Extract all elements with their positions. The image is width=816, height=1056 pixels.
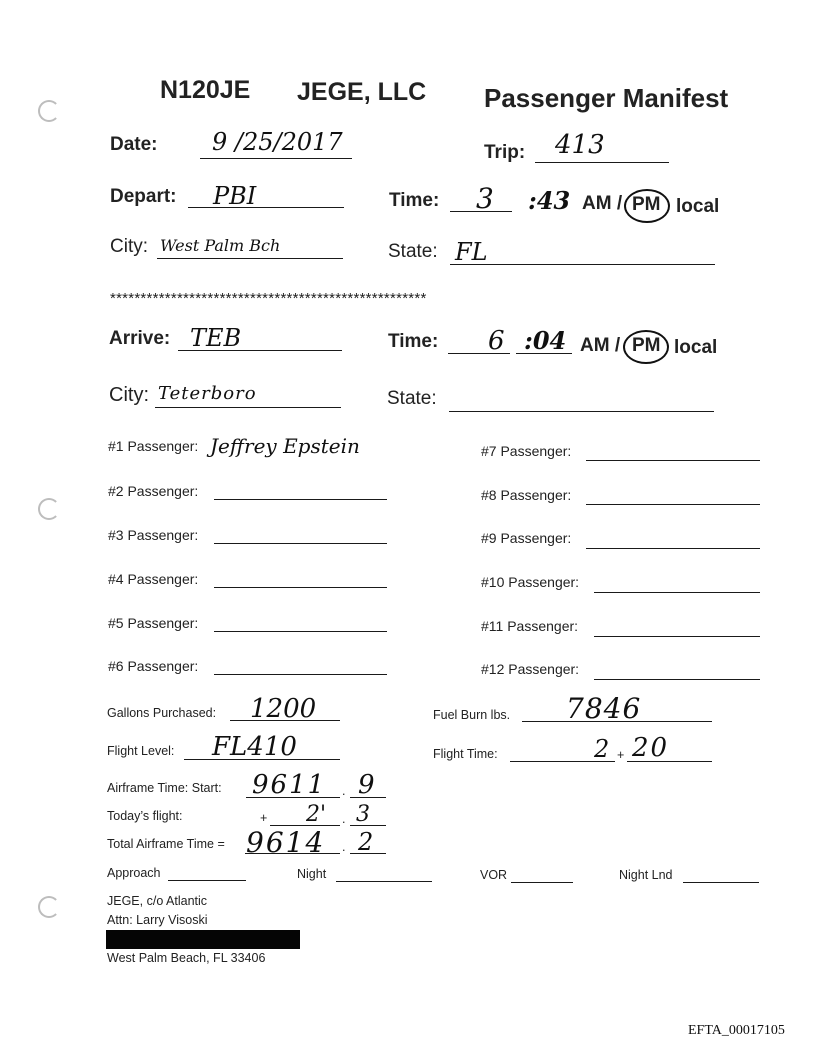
passenger-6-label: #6 Passenger: [108, 658, 199, 674]
arrive-city-label: City: [109, 384, 149, 406]
passenger-7-label: #7 Passenger: [481, 443, 572, 459]
flight-level-label: Flight Level: [107, 744, 175, 758]
airframe-start-label: Airframe Time: Start: [107, 781, 222, 795]
arrive-state-label: State: [387, 388, 437, 409]
depart-time-minutes[interactable]: :43 [528, 186, 571, 215]
address-line-1: JEGE, c/o Atlantic [107, 894, 208, 908]
passenger-1-value[interactable]: Jeffrey Epstein [210, 434, 360, 458]
night-landing-line [683, 882, 759, 883]
depart-local-label: local [676, 196, 720, 217]
flight-time-minutes[interactable]: 20 [632, 733, 670, 763]
redaction-bar [106, 930, 300, 949]
passenger-5-label: #5 Passenger: [108, 615, 199, 631]
flight-time-separator: + [617, 748, 625, 762]
address-line-2: Attn: Larry Visoski [107, 913, 208, 927]
flight-level-value[interactable]: FL410 [212, 732, 297, 762]
depart-pm-label: PM [632, 194, 661, 215]
night-landing-label: Night Lnd [619, 868, 673, 882]
night-line [336, 881, 432, 882]
passenger-8-line [586, 504, 760, 505]
passenger-12-label: #12 Passenger: [481, 661, 580, 677]
airframe-start-whole[interactable]: 9611 [252, 770, 327, 800]
binder-hole-middle [38, 498, 60, 520]
todays-flight-plus: + [260, 811, 268, 825]
total-airframe-dot: . [342, 840, 346, 854]
passenger-7-line [586, 460, 760, 461]
approach-label: Approach [107, 866, 161, 880]
passenger-3-line [214, 543, 387, 544]
total-airframe-decimal[interactable]: 2 [358, 828, 374, 856]
fuel-burn-value[interactable]: 7846 [566, 692, 642, 725]
depart-time-label: Time: [389, 190, 440, 211]
document-id: EFTA_00017105 [688, 1023, 785, 1038]
passenger-10-line [594, 592, 760, 593]
passenger-11-line [594, 636, 760, 637]
depart-city-value[interactable]: West Palm Bch [160, 236, 281, 255]
night-label: Night [297, 867, 327, 881]
address-line-4: West Palm Beach, FL 33406 [107, 951, 266, 965]
depart-state-label: State: [388, 241, 438, 262]
date-line [200, 158, 352, 159]
arrive-city-line [155, 407, 341, 408]
passenger-2-line [214, 499, 387, 500]
passenger-3-label: #3 Passenger: [108, 527, 199, 543]
separator-stars: **************************************************** [110, 290, 427, 307]
depart-state-line [450, 264, 715, 265]
depart-time-hour[interactable]: 3 [476, 182, 494, 215]
depart-am-label: AM / [582, 193, 623, 214]
passenger-11-label: #11 Passenger: [481, 618, 579, 634]
depart-label: Depart: [110, 186, 177, 207]
passenger-5-line [214, 631, 387, 632]
arrive-time-hour[interactable]: 6 [488, 326, 505, 356]
todays-flight-label: Today’s flight: [107, 809, 183, 823]
arrive-label: Arrive: [109, 328, 171, 349]
arrive-state-line [449, 411, 714, 412]
depart-value[interactable]: PBI [213, 182, 257, 210]
todays-flight-dot: . [342, 812, 346, 826]
depart-city-label: City: [110, 236, 148, 257]
trip-value[interactable]: 413 [555, 130, 605, 160]
todays-flight-decimal[interactable]: 3 [356, 802, 370, 827]
arrive-value[interactable]: TEB [190, 324, 242, 352]
arrive-time-minutes[interactable]: :04 [524, 326, 567, 355]
passenger-1-label: #1 Passenger: [108, 438, 199, 454]
tail-number: N120JE [160, 76, 251, 104]
binder-hole-top [38, 100, 60, 122]
gallons-purchased-value[interactable]: 1200 [250, 694, 317, 724]
todays-flight-whole[interactable]: 2' [306, 802, 327, 827]
passenger-4-line [214, 587, 387, 588]
trip-line [535, 162, 669, 163]
arrive-local-label: local [674, 337, 718, 358]
depart-city-line [157, 258, 343, 259]
flight-time-hours[interactable]: 2 [594, 735, 610, 763]
arrive-time-minute-line [516, 353, 572, 354]
passenger-8-label: #8 Passenger: [481, 487, 572, 503]
vor-line [511, 882, 573, 883]
company-name: JEGE, LLC [297, 78, 427, 106]
arrive-pm-label: PM [632, 335, 661, 356]
approach-line [168, 880, 246, 881]
total-airframe-whole[interactable]: 9614 [246, 826, 326, 859]
airframe-start-dot: . [342, 784, 346, 798]
arrive-am-label: AM / [580, 335, 621, 356]
passenger-9-label: #9 Passenger: [481, 530, 572, 546]
passenger-2-label: #2 Passenger: [108, 483, 199, 499]
date-value[interactable]: 9 /25/2017 [212, 128, 343, 156]
fuel-burn-label: Fuel Burn lbs. [433, 708, 511, 722]
date-label: Date: [110, 134, 158, 155]
passenger-4-label: #4 Passenger: [108, 571, 199, 587]
airframe-start-decimal[interactable]: 9 [358, 770, 375, 800]
trip-label: Trip: [484, 142, 526, 163]
passenger-9-line [586, 548, 760, 549]
total-airframe-label: Total Airframe Time = [107, 837, 225, 851]
binder-hole-bottom [38, 896, 60, 918]
page-title: Passenger Manifest [484, 83, 729, 113]
passenger-12-line [594, 679, 760, 680]
depart-state-value[interactable]: FL [455, 238, 488, 266]
passenger-10-label: #10 Passenger: [481, 574, 580, 590]
passenger-6-line [214, 674, 387, 675]
flight-time-label: Flight Time: [433, 747, 498, 761]
gallons-purchased-label: Gallons Purchased: [107, 706, 217, 720]
depart-line [188, 207, 344, 208]
arrive-time-label: Time: [388, 331, 439, 352]
vor-label: VOR [480, 868, 508, 882]
arrive-city-value[interactable]: Teterboro [158, 383, 257, 404]
